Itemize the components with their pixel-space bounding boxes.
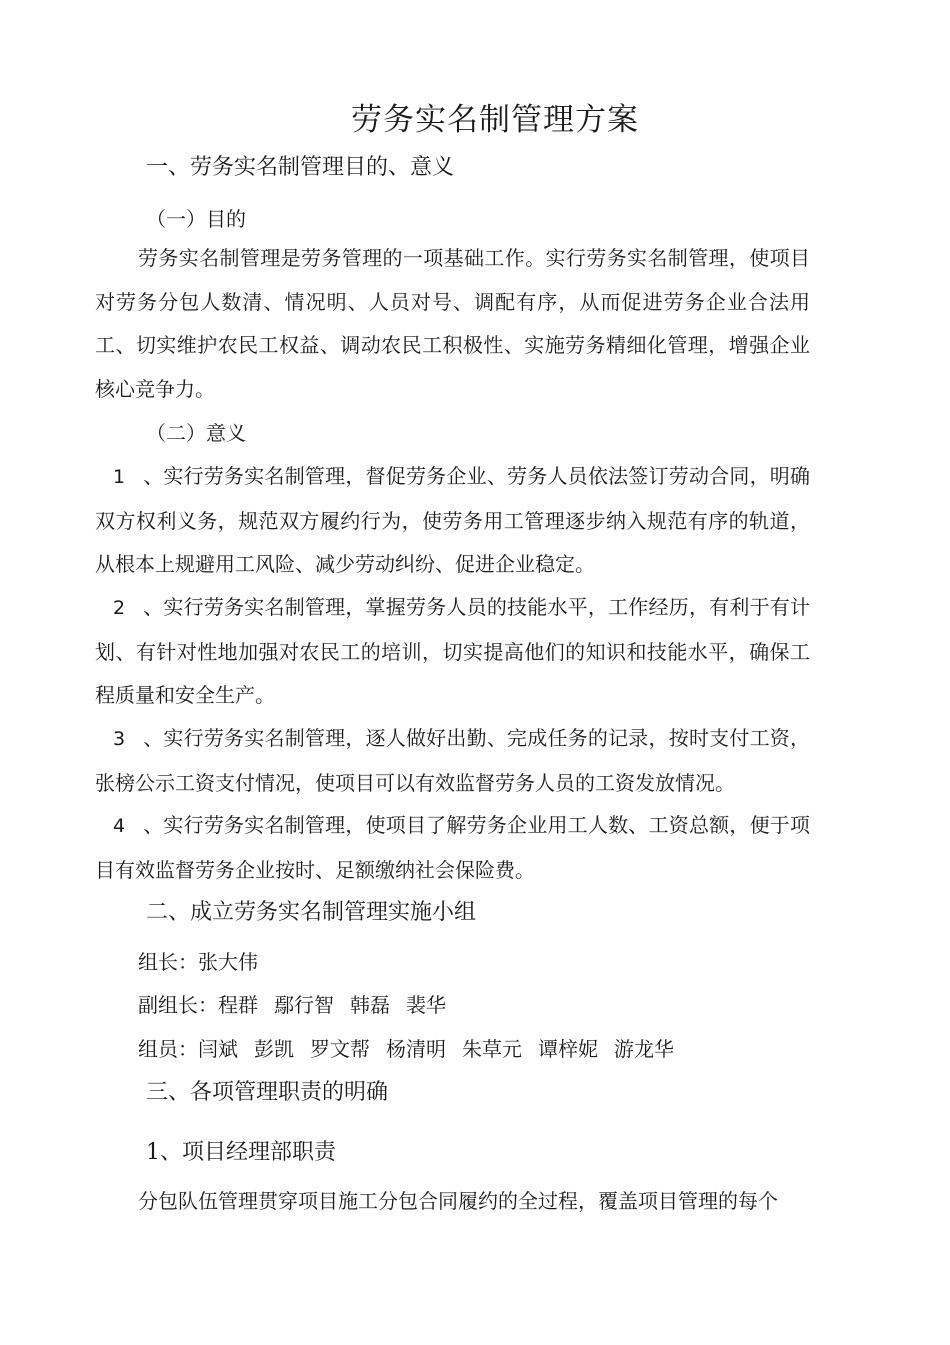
item-number: 1 [112, 466, 126, 488]
member-name: 闫斌 [198, 1037, 238, 1061]
members-label: 组员： [138, 1037, 198, 1061]
purpose-paragraph: 劳务实名制管理是劳务管理的一项基础工作。实行劳务实名制管理，使项目对劳务分包人数清、情况明、人员对号、调配有序，从而促进劳务企业合法用工、切实维护农民工权益、调动农民工积极性、实施劳务精细化管理，增强企业核心竞争力。 [95, 246, 810, 401]
item-text: 、实行劳务实名制管理，督促劳务企业、劳务人员依法签订劳动合同，明确双方权利义务，规范双方履约行为，使劳务用工管理逐步纳入规范有序的轨道，从根本上规避用工风险、减少劳动纠纷、促进企业稳定。 [95, 464, 810, 577]
member-name: 朱草元 [462, 1037, 522, 1061]
section-3-sub-1-heading: 1、项目经理部职责 [146, 1140, 336, 1165]
document-title: 劳务实名制管理方案 [351, 102, 639, 138]
deputy-name: 裴华 [406, 993, 446, 1017]
deputy-label: 副组长： [138, 993, 218, 1017]
leader-name: 张大伟 [198, 950, 258, 974]
significance-item-3 [95, 717, 810, 805]
member-name: 杨清明 [386, 1037, 446, 1061]
significance-item-1 [95, 455, 810, 587]
section-3-heading: 三、各项管理职责的明确 [146, 1080, 389, 1105]
significance-item-2 [95, 586, 810, 718]
item-text: 、实行劳务实名制管理，使项目了解劳务企业用工人数、工资总额，便于项目有效监督劳务企业按时、足额缴纳社会保险费。 [95, 813, 810, 882]
item-text: 、实行劳务实名制管理，掌握劳务人员的技能水平，工作经历，有利于有计划、有针对性地加强对农民工的培训，切实提高他们的知识和技能水平，确保工程质量和安全生产。 [95, 595, 810, 708]
item-number: 4 [112, 815, 126, 837]
deputy-name: 鄢行智 [274, 993, 334, 1017]
member-name: 谭梓妮 [538, 1037, 598, 1061]
item-number: 3 [112, 728, 126, 750]
section-2-heading: 二、成立劳务实名制管理实施小组 [146, 900, 477, 925]
deputy-name: 韩磊 [350, 993, 390, 1017]
deputy-leaders-line [138, 991, 446, 1019]
members-line [138, 1035, 674, 1063]
item-number: 2 [112, 597, 126, 619]
section-1-sub-1-heading: （一）目的 [146, 207, 246, 231]
deputy-name: 程群 [218, 993, 258, 1017]
member-name: 游龙华 [614, 1037, 674, 1061]
member-name: 罗文帮 [310, 1037, 370, 1061]
item-text: 、实行劳务实名制管理，逐人做好出勤、完成任务的记录，按时支付工资，张榜公示工资支付情况，使项目可以有效监督劳务人员的工资发放情况。 [95, 726, 810, 795]
group-leader-line [138, 948, 258, 976]
section-1-sub-2-heading: （二）意义 [146, 421, 246, 445]
member-name: 彭凯 [254, 1037, 294, 1061]
responsibilities-paragraph: 分包队伍管理贯穿项目施工分包合同履约的全过程，覆盖项目管理的每个 [138, 1189, 778, 1213]
significance-item-4 [95, 804, 810, 892]
section-1-heading: 一、劳务实名制管理目的、意义 [146, 155, 455, 180]
leader-label: 组长： [138, 950, 198, 974]
